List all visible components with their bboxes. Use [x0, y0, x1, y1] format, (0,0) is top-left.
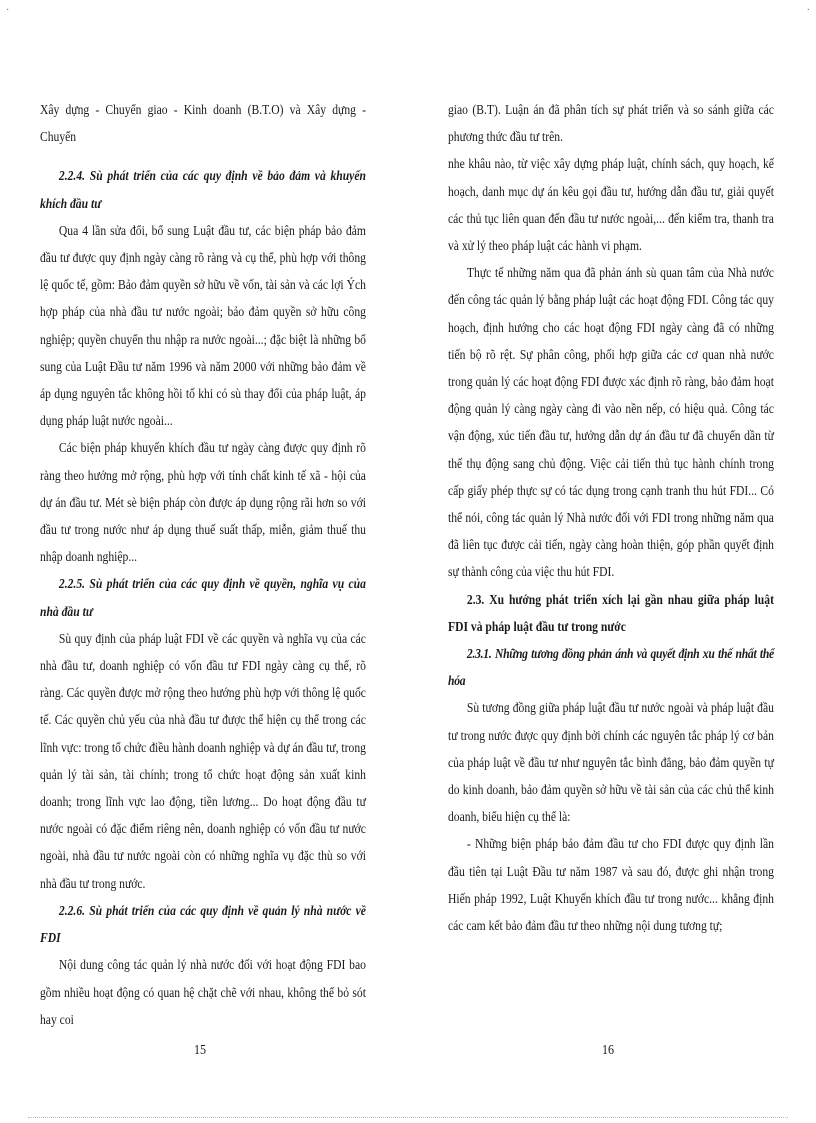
- left-page-paragraph-7: Nội dung công tác quản lý nhà nước đối với hoạt động FDI bao gồm nhiều hoạt động có quan hệ chặt chẽ với nhau, không thể bỏ sót hay coi: [40, 957, 366, 1027]
- right-page-paragraph-0: giao (B.T). Luận án đã phân tích sự phát triển và so sánh giữa các phương thức đầu tư trên.: [448, 102, 774, 145]
- page-number-left: 15: [193, 1043, 207, 1058]
- left-page-text: [40, 96, 366, 1033]
- left-page-paragraph-2: Qua 4 lần sửa đổi, bổ sung Luật đầu tư, các biện pháp bảo đảm đầu tư được quy định ngày càng rõ ràng và cụ thể, phù hợp với thông lệ quốc tế, gồm: Bảo đảm quyền sở hữu về vốn, tài sản và các lợi Ých hợp pháp của nhà đầu tư nước ngoài; bảo đảm quyền sở hữu công nghiệp; quyền chuyển thu nhập ra nước ngoài...; đặc biệt là những bổ sung của Luật Đầu tư năm 1996 và năm 2000 với những bảo đảm về áp dụng nguyên tắc không hồi tố khi có sù thay đổi của pháp luật, áp dụng pháp luật nước ngoài...: [40, 222, 366, 429]
- right-page-paragraph-5: Sù tương đồng giữa pháp luật đầu tư nước ngoài và pháp luật đầu tư trong nước được quy định bởi chính các nguyên tắc pháp lý cơ bản của pháp luật về đầu tư như nguyên tắc bình đẳng, bảo đảm quyền tự do kinh doanh, bảo đảm quyền sở hữu về tài sản của các chủ thể kinh doanh, biểu hiện cụ thể là:: [448, 700, 774, 825]
- left-page-section-heading-4: 2.2.5. Sù phát triển của các quy định về quyền, nghĩa vụ của nhà đầu tư: [40, 576, 366, 619]
- left-page-section-heading-6: 2.2.6. Sù phát triển của các quy định về quản lý nhà nước về FDI: [40, 902, 366, 946]
- page-number-right: 16: [601, 1043, 615, 1058]
- right-page-section-heading-3: 2.3. Xu hướng phát triển xích lại gần nhau giữa pháp luật FDI và pháp luật đầu tư trong nước: [448, 591, 774, 634]
- bottom-dotted-line: [28, 1117, 788, 1118]
- left-page-column: [40, 96, 366, 1033]
- corner-mark-top-left: ·: [6, 5, 10, 16]
- left-page-paragraph-3: Các biện pháp khuyến khích đầu tư ngày càng được quy định rõ ràng theo hướng mở rộng, phù hợp với tính chất kinh tế xã - hội của dự án đầu tư. Mét sè biện pháp còn được áp dụng rộng rãi hơn so với đầu tư trong nước như áp dụng thuế suất thấp, miễn, giảm thuế thu nhập doanh nghiệp...: [40, 440, 366, 565]
- corner-mark-top-right: ·: [806, 5, 810, 16]
- right-page-column: [448, 96, 774, 939]
- right-page-text: [448, 96, 774, 939]
- right-page-paragraph-6: - Những biện pháp bảo đảm đầu tư cho FDI được quy định lần đầu tiên tại Luật Đầu tư năm 1987 và sau đó, được ghi nhận trong Hiến pháp 1992, Luật Khuyến khích đầu tư trong nước... khẳng định các cam kết bảo đảm đầu tư theo những nội dung tương tự;: [448, 836, 774, 934]
- right-page-paragraph-1: nhe khâu nào, từ việc xây dựng pháp luật, chính sách, quy hoạch, kế hoạch, danh mục dự án kêu gọi đầu tư, hướng dẫn đầu tư, giải quyết các thủ tục liên quan đến đầu tư nước ngoài,... đến kiểm tra, thanh tra và xử lý theo pháp luật các hành vi phạm.: [448, 156, 774, 254]
- left-page-paragraph-0: Xây dựng - Chuyển giao - Kinh doanh (B.T.O) và Xây dựng - Chuyển: [40, 102, 366, 145]
- left-page-section-heading-1: 2.2.4. Sù phát triển của các quy định về bảo đảm và khuyến khích đầu tư: [40, 168, 366, 211]
- right-page-paragraph-2: Thực tế những năm qua đã phản ánh sù quan tâm của Nhà nước đến công tác quản lý bằng pháp luật các hoạt động FDI. Công tác quy hoạch, định hướng cho các hoạt động FDI ngày càng đã có những tiến bộ rõ rệt. Sự phân công, phối hợp giữa các cơ quan nhà nước trong quản lý các hoạt động FDI được xác định rõ ràng, bảo đảm hoạt động quản lý càng ngày càng đi vào nền nếp, có hiệu quả. Công tác vận động, xúc tiến đầu tư, hướng dẫn dự án đầu tư đã chuyển dần từ thế thụ động sang chủ động. Việc cải tiến thủ tục hành chính trong cấp giấy phép thực sự có tác dụng trong cạnh tranh thu hút FDI... Có thể nói, công tác quản lý Nhà nước đối với FDI trong những năm qua đã liên tục được cải tiến, ngày càng hoàn thiện, góp phần quyết định sự thành công của việc thu hút FDI.: [448, 265, 774, 580]
- left-page-paragraph-5: Sù quy định của pháp luật FDI về các quyền và nghĩa vụ của các nhà đầu tư, doanh nghiệp có vốn đầu tư FDI ngày càng cụ thể, rõ ràng. Các quyền được mở rộng theo hướng phù hợp với thông lệ quốc tế. Các quyền chủ yếu của nhà đầu tư được thể hiện cụ thể trong các lĩnh vực: trong tổ chức điều hành doanh nghiệp và dự án đầu tư, trong quản lý tài sản, tài chính; trong tổ chức hoạt động sản xuất kinh doanh; trong lĩnh vực lao động, tiền lương... Do hoạt động đầu tư nước ngoài có đặc điểm riêng nên, doanh nghiệp có vốn đầu tư nước ngoài, nhà đầu tư nước ngoài còn có những nghĩa vụ đặc thù so với nhà đầu tư trong nước.: [40, 630, 366, 891]
- right-page-section-heading-4: 2.3.1. Những tương đồng phản ánh và quyết định xu thế nhất thể hóa: [448, 646, 774, 689]
